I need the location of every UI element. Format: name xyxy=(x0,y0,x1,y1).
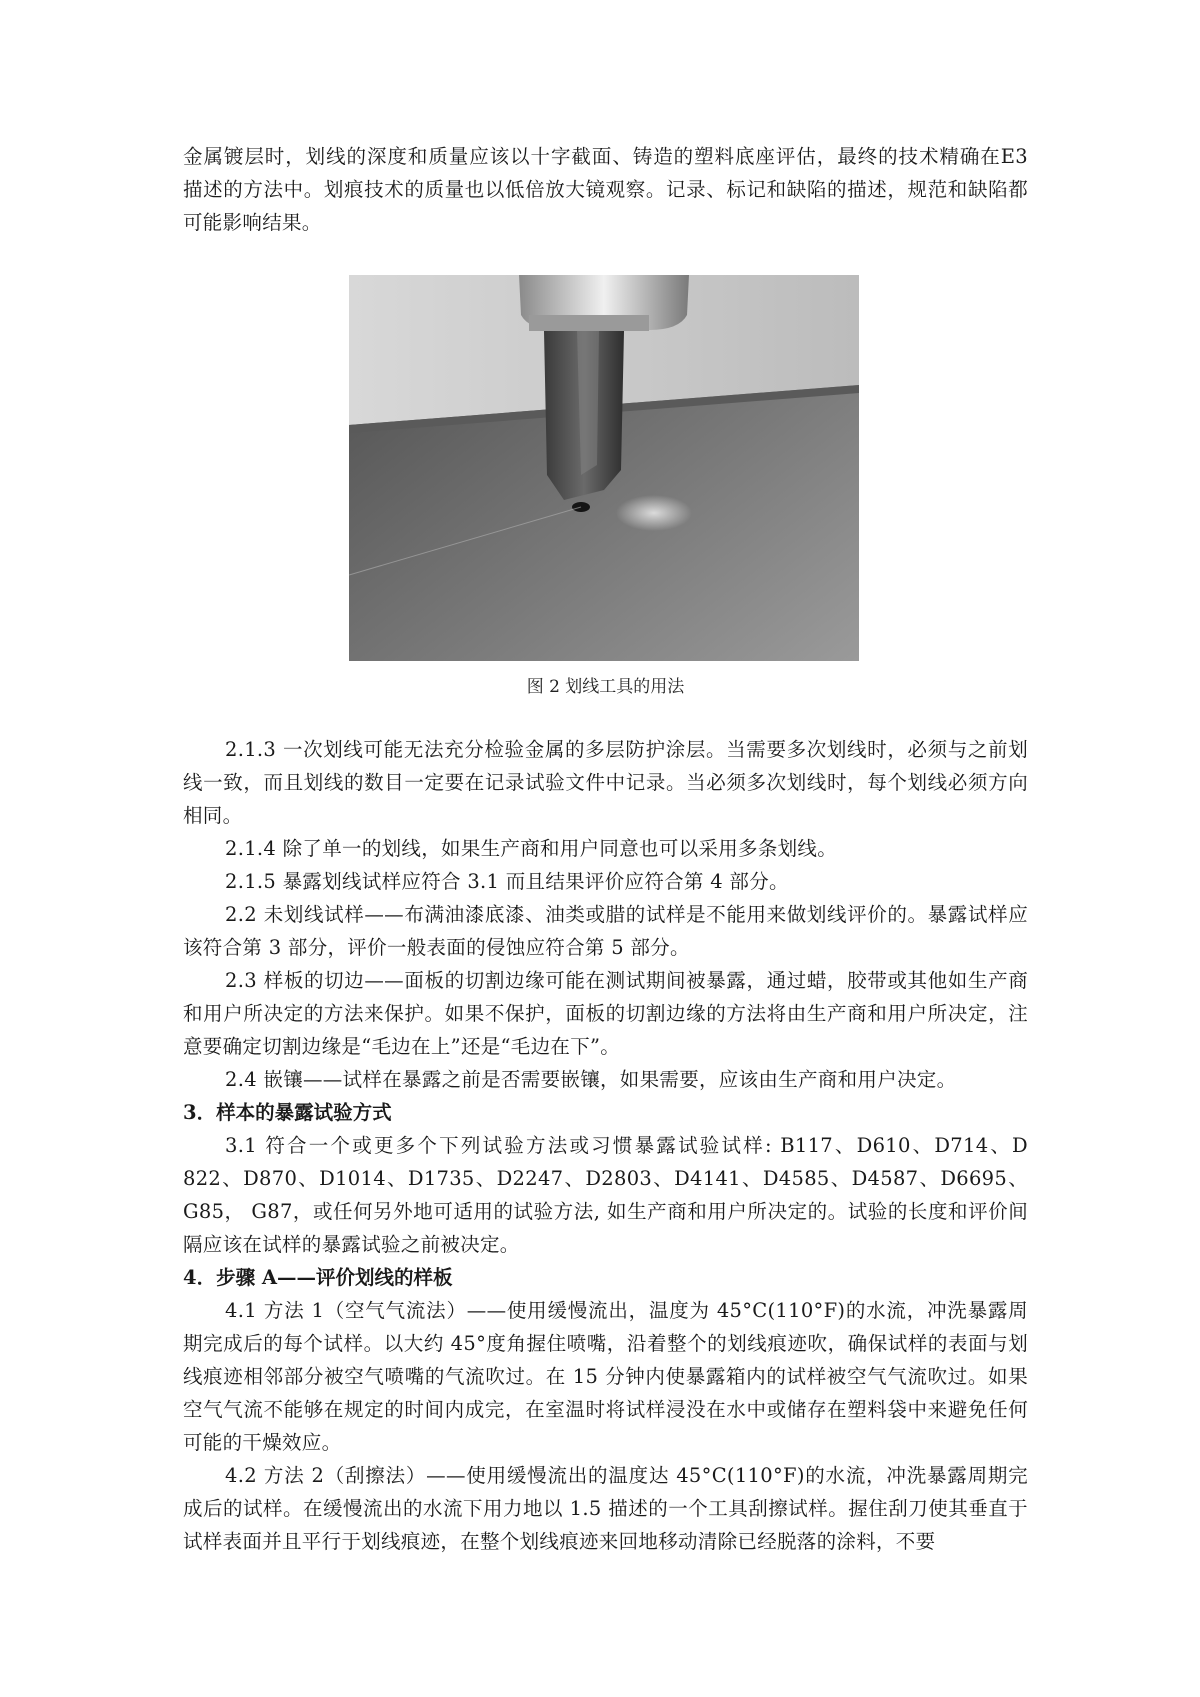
scribe-tool-photo xyxy=(349,275,859,661)
paragraph-4-2: 4.2 方法 2（刮擦法）——使用缓慢流出的温度达 45°C(110°F)的水流，冲洗暴露周期完成后的试样。在缓慢流出的水流下用力地以 1.5 描述的一个工具刮擦试样。握住刮刀使其垂直于试样表面并且平行于划线痕迹，在整个划线痕迹来回地移动清除已经脱落的涂料，不要 xyxy=(183,1464,1028,1553)
intro-paragraph: 金属镀层时，划线的深度和质量应该以十字截面、铸造的塑料底座评估，最终的技术精确在E3 描述的方法中。划痕技术的质量也以低倍放大镜观察。记录、标记和缺陷的描述，规范和缺陷都可能影响结果。 xyxy=(183,145,1028,234)
section-3-heading: 3．样本的暴露试验方式 xyxy=(183,1101,392,1124)
section-4-heading: 4．步骤 A——评价划线的样板 xyxy=(183,1266,453,1289)
paragraph-2-1-4: 2.1.4 除了单一的划线，如果生产商和用户同意也可以采用多条划线。 xyxy=(225,837,838,860)
paragraph-3-1: 3.1 符合一个或更多个下列试验方法或习惯暴露试验试样: B117、D610、D714、D 822、D870、D1014、D1735、D2247、D2803、D4141、D4585、D4587、D6695、G85， G87，或任何另外地可适用的试验方法, 如生产商和用户所决定的。试验的长度和评价间隔应该在试样的暴露试验之前被决定。 xyxy=(183,1134,1028,1256)
paragraph-2-1-5: 2.1.5 暴露划线试样应符合 3.1 而且结果评价应符合第 4 部分。 xyxy=(225,870,789,893)
paragraph-2-1-3: 2.1.3 一次划线可能无法充分检验金属的多层防护涂层。当需要多次划线时，必须与之前划线一致，而且划线的数目一定要在记录试验文件中记录。当必须多次划线时，每个划线必须方向相同。 xyxy=(183,738,1028,827)
figure-caption: 图 2 划线工具的用法 xyxy=(526,677,685,697)
scribe-tool-photo-illustration xyxy=(349,275,859,661)
document-page xyxy=(183,140,1028,1558)
paragraph-4-1: 4.1 方法 1（空气气流法）——使用缓慢流出，温度为 45°C(110°F)的水流，冲洗暴露周期完成后的每个试样。以大约 45°度角握住喷嘴，沿着整个的划线痕迹吹，确保试样的表面与划线痕迹相邻部分被空气喷嘴的气流吹过。在 15 分钟内使暴露箱内的试样被空气气流吹过。如果空气气流不能够在规定的时间内成完，在室温时将试样浸没在水中或储存在塑料袋中来避免任何可能的干燥效应。 xyxy=(183,1299,1028,1454)
paragraph-2-4: 2.4 嵌镶——试样在暴露之前是否需要嵌镶，如果需要，应该由生产商和用户决定。 xyxy=(225,1068,957,1091)
paragraph-2-2: 2.2 未划线试样——布满油漆底漆、油类或腊的试样是不能用来做划线评价的。暴露试样应该符合第 3 部分，评价一般表面的侵蚀应符合第 5 部分。 xyxy=(183,903,1028,959)
paragraph-2-3: 2.3 样板的切边——面板的切割边缘可能在测试期间被暴露，通过蜡，胶带或其他如生产商和用户所决定的方法来保护。如果不保护，面板的切割边缘的方法将由生产商和用户所决定，注意要确定切割边缘是“毛边在上”还是“毛边在下”。 xyxy=(183,969,1028,1058)
